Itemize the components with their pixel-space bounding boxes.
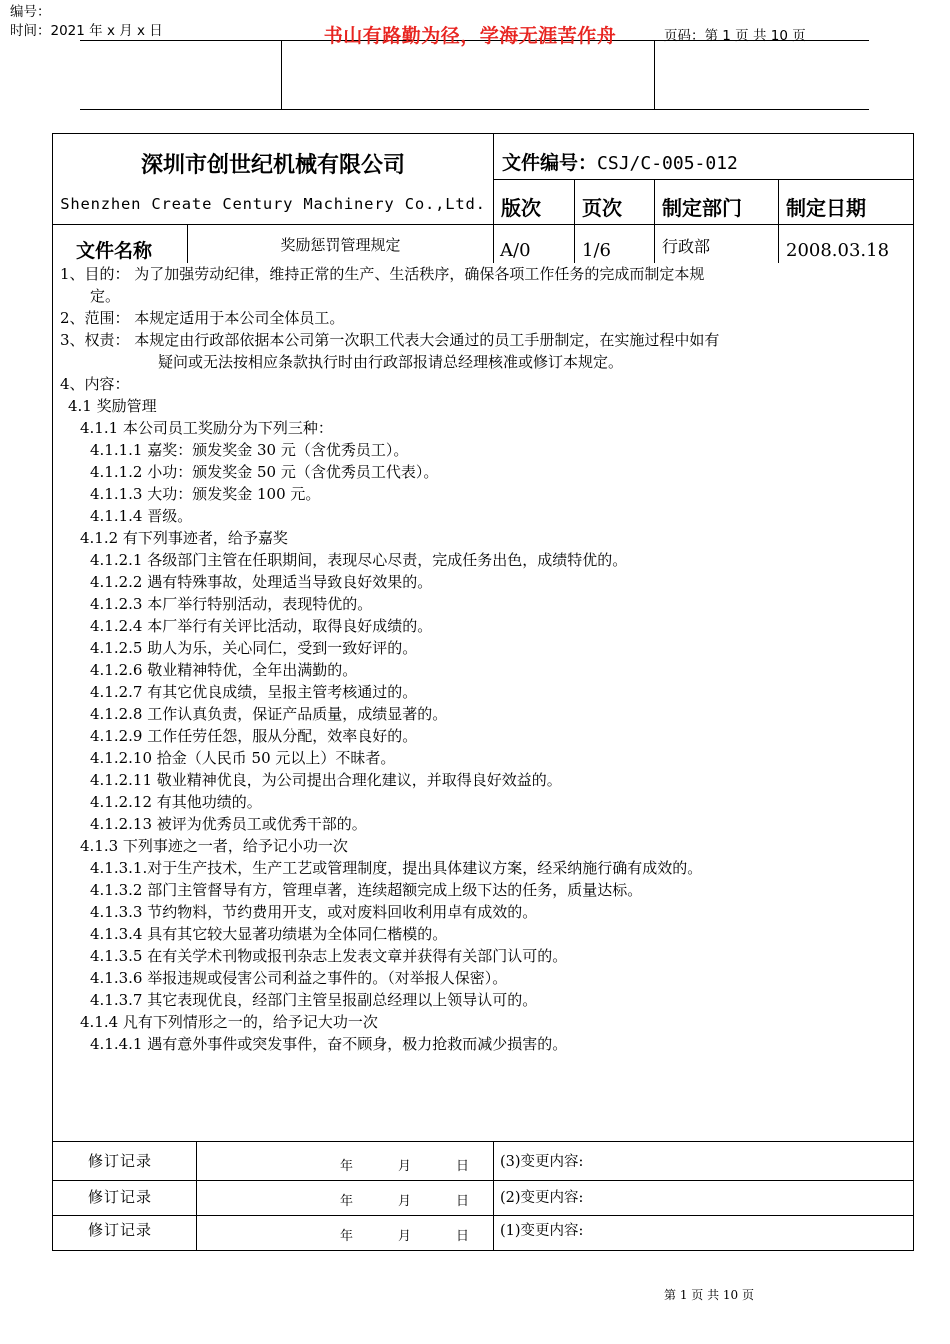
revision-day: 日 [456,1229,470,1244]
body-line: 4.1.2 有下列事迹者，给予嘉奖 [80,529,288,547]
body-line: 4.1.1.4 晋级。 [90,507,193,525]
revision-label-2: 修订记录 [88,1188,153,1206]
body-line: 4.1.2.13 被评为优秀员工或优秀干部的。 [90,815,367,833]
col-version: 版次 [501,196,541,220]
body-line: 4.1.3.5 在有关学术刊物或报刊杂志上发表文章并获得有关部门认可的。 [90,947,568,965]
revision-month: 月 [398,1159,412,1174]
revision-day: 日 [456,1194,470,1209]
body-line: 4.1.3.2 部门主管督导有方，管理卓著，连续超额完成上级下达的任务，质量达标。 [90,881,643,899]
date-value: 2008.03.18 [786,240,890,261]
serial-time-block [10,3,163,41]
revision-date-1 [340,1225,514,1244]
body-line: 4.1.1.3 大功：颁发奖金 100 元。 [90,485,321,503]
revision-month: 月 [398,1194,412,1209]
body-line: 4.1.3 下列事迹之一者，给予记小功一次 [80,837,348,855]
revision-change-3: (3)变更内容: [500,1154,584,1170]
body-line: 4、内容： [60,375,130,393]
body-line: 4.1.3.1.对于生产技术，生产工艺或管理制度，提出具体建议方案，经采纳施行确有成效的。 [90,859,703,877]
document-body [60,263,910,1055]
body-line: 4.1.1.2 小功：颁发奖金 50 元（含优秀员工代表）。 [90,463,439,481]
revision-label-3: 修订记录 [88,1152,153,1170]
body-line: 4.1.2.6 敬业精神特优，全年出满勤的。 [90,661,358,679]
body-line: 4.1.4 凡有下列情形之一的，给予记大功一次 [80,1013,378,1031]
company-name-cn: 深圳市创世纪机械有限公司 [140,153,405,178]
col-dept: 制定部门 [662,196,742,220]
company-name-en: Shenzhen Create Century Machinery Co.,Ltd. [60,195,486,213]
body-line: 4.1.2.7 有其它优良成绩，呈报主管考核通过的。 [90,683,418,701]
body-line: 4.1.1 本公司员工奖励分为下列三种： [80,419,333,437]
revision-label-1: 修订记录 [88,1221,153,1239]
motto: 书山有路勤为径，学海无涯苦作舟 [323,24,617,47]
body-line: 4.1.2.11 敬业精神优良，为公司提出合理化建议，并取得良好效益的。 [90,771,562,789]
body-line: 4.1.3.6 举报违规或侵害公司利益之事件的。（对举报人保密）。 [90,969,508,987]
body-line: 4.1.1.1 嘉奖：颁发奖金 30 元（含优秀员工）。 [90,441,409,459]
version-value: A/0 [500,240,531,261]
body-line: 4.1 奖励管理 [68,397,157,415]
dept-value: 行政部 [662,237,711,256]
body-line: 4.1.2.5 助人为乐，关心同仁，受到一致好评的。 [90,639,418,657]
col-page: 页次 [582,196,622,220]
body-line: 4.1.2.8 工作认真负责，保证产品质量，成绩显著的。 [90,705,448,723]
body-line: 疑问或无法按相应条款执行时由行政部报请总经理核准或修订本规定。 [158,353,624,371]
revision-date-2 [340,1190,514,1209]
revision-year: 年 [340,1159,354,1174]
revision-day: 日 [456,1159,470,1174]
body-line: 4.1.2.4 本厂举行有关评比活动，取得良好成绩的。 [90,617,433,635]
serial-label: 编号： [10,4,51,20]
body-line: 3、权责： 本规定由行政部依据本公司第一次职工代表大会通过的员工手册制定，在实施过程中如有 [60,331,720,349]
body-line: 4.1.2.9 工作任劳任怨，服从分配，效率良好的。 [90,727,418,745]
revision-year: 年 [340,1229,354,1244]
revision-month: 月 [398,1229,412,1244]
file-name-value: 奖励惩罚管理规定 [280,236,401,254]
col-date: 制定日期 [786,196,866,220]
file-name-label: 文件名称 [76,240,153,262]
revision-date-3 [340,1155,514,1174]
body-line: 4.1.4.1 遇有意外事件或突发事件，奋不顾身，极力抢救而减少损害的。 [90,1035,568,1053]
body-line: 4.1.2.1 各级部门主管在任职期间，表现尽心尽责，完成任务出色，成绩特优的。 [90,551,628,569]
body-line: 2、范围： 本规定适用于本公司全体员工。 [60,309,345,327]
body-line: 4.1.2.10 拾金（人民币 50 元以上）不昧者。 [90,749,396,767]
doc-number [502,148,738,175]
page-footer: 第 1 页 共 10 页 [664,1288,754,1302]
revision-year: 年 [340,1194,354,1209]
body-line: 4.1.3.7 其它表现优良，经部门主管呈报副总经理以上领导认可的。 [90,991,538,1009]
body-line: 4.1.3.3 节约物料，节约费用开支，或对废料回收利用卓有成效的。 [90,903,538,921]
body-line: 4.1.2.3 本厂举行特别活动，表现特优的。 [90,595,373,613]
body-line: 4.1.2.12 有其他功绩的。 [90,793,262,811]
revision-change-2: (2)变更内容: [500,1190,584,1206]
body-line: 1、目的： 为了加强劳动纪律，维持正常的生产、生活秩序，确保各项工作任务的完成而制定本规 [60,265,705,283]
time-label: 时间：2021 年 x 月 x 日 [10,23,163,39]
page-value: 1/6 [582,240,611,261]
body-line: 4.1.2.2 遇有特殊事故，处理适当导致良好效果的。 [90,573,433,591]
revision-change-1: (1)变更内容: [500,1223,584,1239]
doc-number-label: 文件编号： [502,152,598,174]
body-line: 4.1.3.4 具有其它较大显著功绩堪为全体同仁楷模的。 [90,925,448,943]
doc-number-value: CSJ/C-005-012 [597,153,738,174]
page-code: 页码：第 1 页 共 10 页 [664,28,806,44]
body-line: 定。 [90,287,121,305]
